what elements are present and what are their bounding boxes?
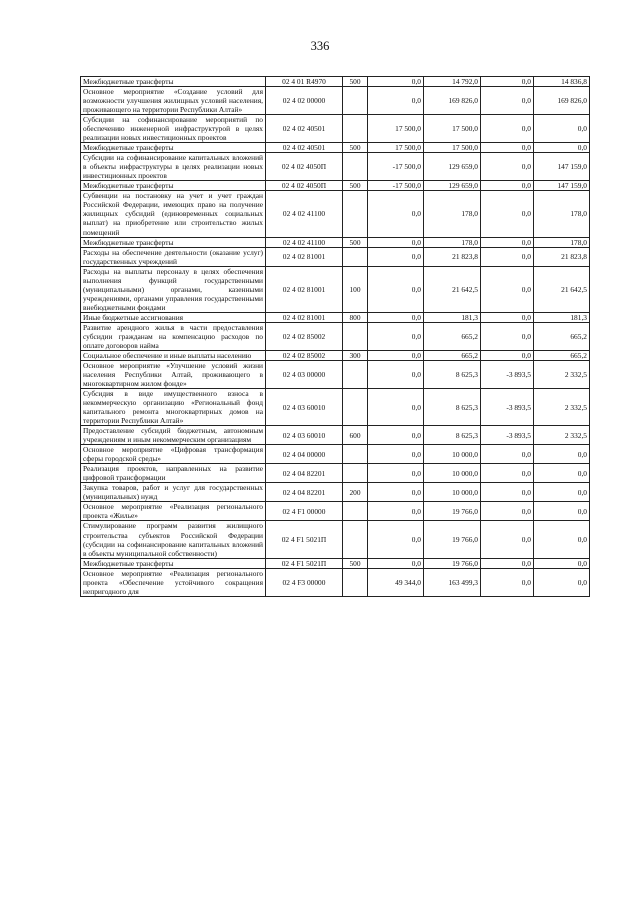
table-row — [81, 464, 590, 483]
amount-cell-4: 0,0 — [534, 502, 590, 521]
expense-name-cell: Основное мероприятие «Улучшение условий жизни населения Республики Алтай, проживающего в многоквартирном жилом фонде» — [81, 360, 266, 388]
amount-cell-4: 21 642,5 — [534, 266, 590, 312]
amount-cell-3: 0,0 — [481, 191, 534, 237]
amount-cell-3: 0,0 — [481, 312, 534, 322]
expense-name-cell: Межбюджетные трансферты — [81, 143, 266, 153]
expense-name-cell: Межбюджетные трансферты — [81, 181, 266, 191]
amount-cell-2: 17 500,0 — [424, 115, 481, 143]
amount-cell-1: 0,0 — [368, 191, 424, 237]
amount-cell-3: 0,0 — [481, 568, 534, 596]
table-row — [81, 237, 590, 247]
target-article-code-cell: 02 4 03 00000 — [266, 360, 343, 388]
amount-cell-2: 21 642,5 — [424, 266, 481, 312]
target-article-code-cell: 02 4 04 82201 — [266, 483, 343, 502]
expense-type-cell — [343, 568, 368, 596]
page-number: 336 — [310, 39, 330, 53]
amount-cell-2: 19 766,0 — [424, 502, 481, 521]
target-article-code-cell: 02 4 02 81001 — [266, 312, 343, 322]
table-row — [81, 247, 590, 266]
amount-cell-1: 0,0 — [368, 266, 424, 312]
expense-type-cell — [343, 521, 368, 558]
amount-cell-2: 17 500,0 — [424, 143, 481, 153]
expense-type-cell: 300 — [343, 350, 368, 360]
amount-cell-1: 0,0 — [368, 464, 424, 483]
amount-cell-4: 665,2 — [534, 350, 590, 360]
amount-cell-2: 665,2 — [424, 322, 481, 350]
expense-name-cell: Развитие арендного жилья в части предоставления субсидии гражданам на компенсацию расходов по оплате договоров найма — [81, 322, 266, 350]
expense-name-cell: Основное мероприятие «Создание условий для возможности улучшения жилищных условий населения, проживающего на территории Республики Алтай» — [81, 87, 266, 115]
amount-cell-3: 0,0 — [481, 237, 534, 247]
table-row — [81, 77, 590, 87]
expense-type-cell: 500 — [343, 77, 368, 87]
expense-name-cell: Реализация проектов, направленных на развитие цифровой трансформации — [81, 464, 266, 483]
target-article-code-cell: 02 4 02 41100 — [266, 237, 343, 247]
target-article-code-cell: 02 4 03 60010 — [266, 389, 343, 426]
target-article-code-cell: 02 4 F1 5021П — [266, 558, 343, 568]
amount-cell-4: 147 159,0 — [534, 153, 590, 181]
amount-cell-3: 0,0 — [481, 558, 534, 568]
table-row — [81, 312, 590, 322]
amount-cell-3: 0,0 — [481, 153, 534, 181]
amount-cell-2: 8 625,3 — [424, 426, 481, 445]
amount-cell-3: 0,0 — [481, 181, 534, 191]
table-row — [81, 360, 590, 388]
table-row — [81, 191, 590, 237]
amount-cell-2: 178,0 — [424, 191, 481, 237]
target-article-code-cell: 02 4 02 85002 — [266, 322, 343, 350]
table-row — [81, 153, 590, 181]
table-row — [81, 483, 590, 502]
expense-type-cell — [343, 502, 368, 521]
amount-cell-3: -3 893,5 — [481, 389, 534, 426]
amount-cell-4: 21 823,8 — [534, 247, 590, 266]
expense-name-cell: Предоставление субсидий бюджетным, автономным учреждениям и иным некоммерческим организациям — [81, 426, 266, 445]
amount-cell-3: -3 893,5 — [481, 360, 534, 388]
amount-cell-4: 2 332,5 — [534, 426, 590, 445]
amount-cell-1: 0,0 — [368, 87, 424, 115]
expense-name-cell: Стимулирование программ развития жилищного строительства субъектов Российской Федерации (субсидии на софинансирование капитальных вложений в объекты муниципальной собственности) — [81, 521, 266, 558]
amount-cell-1: 0,0 — [368, 521, 424, 558]
amount-cell-4: 0,0 — [534, 445, 590, 464]
amount-cell-2: 129 659,0 — [424, 181, 481, 191]
target-article-code-cell: 02 4 02 40501 — [266, 143, 343, 153]
amount-cell-1: 0,0 — [368, 322, 424, 350]
expense-type-cell — [343, 115, 368, 143]
amount-cell-1: 0,0 — [368, 389, 424, 426]
target-article-code-cell: 02 4 02 81001 — [266, 247, 343, 266]
expense-name-cell: Межбюджетные трансферты — [81, 558, 266, 568]
table-row — [81, 115, 590, 143]
amount-cell-4: 0,0 — [534, 464, 590, 483]
target-article-code-cell: 02 4 02 85002 — [266, 350, 343, 360]
budget-table — [80, 76, 590, 597]
amount-cell-4: 0,0 — [534, 521, 590, 558]
amount-cell-3: -3 893,5 — [481, 426, 534, 445]
target-article-code-cell: 02 4 F3 00000 — [266, 568, 343, 596]
expense-type-cell — [343, 389, 368, 426]
table-row — [81, 266, 590, 312]
expense-type-cell: 600 — [343, 426, 368, 445]
amount-cell-2: 8 625,3 — [424, 389, 481, 426]
amount-cell-4: 0,0 — [534, 115, 590, 143]
amount-cell-4: 2 332,5 — [534, 389, 590, 426]
table-row — [81, 568, 590, 596]
amount-cell-2: 10 000,0 — [424, 483, 481, 502]
target-article-code-cell: 02 4 04 00000 — [266, 445, 343, 464]
amount-cell-4: 665,2 — [534, 322, 590, 350]
amount-cell-1: 0,0 — [368, 350, 424, 360]
table-row — [81, 445, 590, 464]
amount-cell-3: 0,0 — [481, 350, 534, 360]
amount-cell-4: 0,0 — [534, 568, 590, 596]
amount-cell-3: 0,0 — [481, 322, 534, 350]
amount-cell-1: -17 500,0 — [368, 181, 424, 191]
amount-cell-1: 0,0 — [368, 426, 424, 445]
amount-cell-1: 0,0 — [368, 237, 424, 247]
amount-cell-4: 147 159,0 — [534, 181, 590, 191]
amount-cell-1: 0,0 — [368, 502, 424, 521]
expense-type-cell — [343, 247, 368, 266]
expense-type-cell: 200 — [343, 483, 368, 502]
target-article-code-cell: 02 4 F1 00000 — [266, 502, 343, 521]
amount-cell-2: 14 792,0 — [424, 77, 481, 87]
budget-table-body — [81, 77, 590, 597]
table-row — [81, 502, 590, 521]
amount-cell-4: 178,0 — [534, 191, 590, 237]
amount-cell-1: 17 500,0 — [368, 143, 424, 153]
target-article-code-cell: 02 4 02 81001 — [266, 266, 343, 312]
expense-type-cell: 100 — [343, 266, 368, 312]
amount-cell-2: 10 000,0 — [424, 445, 481, 464]
amount-cell-1: 0,0 — [368, 558, 424, 568]
amount-cell-1: 17 500,0 — [368, 115, 424, 143]
expense-type-cell — [343, 360, 368, 388]
expense-type-cell — [343, 464, 368, 483]
expense-type-cell: 800 — [343, 312, 368, 322]
expense-type-cell: 500 — [343, 237, 368, 247]
expense-name-cell: Основное мероприятие «Реализация регионального проекта «Обеспечение устойчивого сокращения непригодного для — [81, 568, 266, 596]
amount-cell-1: 0,0 — [368, 445, 424, 464]
amount-cell-1: 0,0 — [368, 360, 424, 388]
amount-cell-2: 181,3 — [424, 312, 481, 322]
amount-cell-3: 0,0 — [481, 445, 534, 464]
amount-cell-3: 0,0 — [481, 483, 534, 502]
target-article-code-cell: 02 4 01 R4970 — [266, 77, 343, 87]
amount-cell-2: 21 823,8 — [424, 247, 481, 266]
target-article-code-cell: 02 4 02 4050П — [266, 181, 343, 191]
amount-cell-1: 0,0 — [368, 483, 424, 502]
amount-cell-1: 0,0 — [368, 247, 424, 266]
table-row — [81, 181, 590, 191]
amount-cell-4: 2 332,5 — [534, 360, 590, 388]
amount-cell-3: 0,0 — [481, 115, 534, 143]
amount-cell-3: 0,0 — [481, 143, 534, 153]
table-row — [81, 521, 590, 558]
table-row — [81, 143, 590, 153]
table-row — [81, 350, 590, 360]
expense-name-cell: Субсидии на софинансирование капитальных вложений в объекты инфраструктуры в целях реализации новых инвестиционных проектов — [81, 153, 266, 181]
table-row — [81, 426, 590, 445]
table-row — [81, 87, 590, 115]
expense-name-cell: Межбюджетные трансферты — [81, 237, 266, 247]
target-article-code-cell: 02 4 02 00000 — [266, 87, 343, 115]
amount-cell-3: 0,0 — [481, 502, 534, 521]
target-article-code-cell: 02 4 02 41100 — [266, 191, 343, 237]
amount-cell-4: 181,3 — [534, 312, 590, 322]
target-article-code-cell: 02 4 04 82201 — [266, 464, 343, 483]
target-article-code-cell: 02 4 02 40501 — [266, 115, 343, 143]
expense-type-cell — [343, 445, 368, 464]
expense-name-cell: Расходы на обеспечение деятельности (оказание услуг) государственных учреждений — [81, 247, 266, 266]
amount-cell-4: 178,0 — [534, 237, 590, 247]
amount-cell-2: 178,0 — [424, 237, 481, 247]
amount-cell-1: 0,0 — [368, 77, 424, 87]
amount-cell-2: 129 659,0 — [424, 153, 481, 181]
expense-name-cell: Субвенции на постановку на учет и учет граждан Российской Федерации, имеющих право на получение жилищных субсидий (единовременных социальных выплат) на приобретение или строительство жилых помещений — [81, 191, 266, 237]
amount-cell-4: 0,0 — [534, 558, 590, 568]
expense-name-cell: Основное мероприятие «Цифровая трансформация сферы городской среды» — [81, 445, 266, 464]
amount-cell-1: 0,0 — [368, 312, 424, 322]
expense-name-cell: Закупка товаров, работ и услуг для государственных (муниципальных) нужд — [81, 483, 266, 502]
amount-cell-1: 49 344,0 — [368, 568, 424, 596]
expense-type-cell — [343, 153, 368, 181]
expense-type-cell — [343, 87, 368, 115]
amount-cell-3: 0,0 — [481, 521, 534, 558]
table-row — [81, 389, 590, 426]
table-row — [81, 322, 590, 350]
amount-cell-2: 665,2 — [424, 350, 481, 360]
amount-cell-3: 0,0 — [481, 77, 534, 87]
expense-type-cell — [343, 191, 368, 237]
amount-cell-2: 8 625,3 — [424, 360, 481, 388]
amount-cell-2: 163 499,3 — [424, 568, 481, 596]
amount-cell-2: 19 766,0 — [424, 521, 481, 558]
amount-cell-4: 14 836,8 — [534, 77, 590, 87]
amount-cell-2: 169 826,0 — [424, 87, 481, 115]
target-article-code-cell: 02 4 02 4050П — [266, 153, 343, 181]
expense-type-cell: 500 — [343, 181, 368, 191]
expense-name-cell: Расходы на выплаты персоналу в целях обеспечения выполнения функций государственными (муниципальными) органами, казенными учреждениями, органами управления государственными внебюджетными фондами — [81, 266, 266, 312]
expense-name-cell: Основное мероприятие «Реализация регионального проекта «Жилье» — [81, 502, 266, 521]
amount-cell-1: -17 500,0 — [368, 153, 424, 181]
expense-name-cell: Иные бюджетные ассигнования — [81, 312, 266, 322]
target-article-code-cell: 02 4 03 60010 — [266, 426, 343, 445]
amount-cell-4: 169 826,0 — [534, 87, 590, 115]
expense-type-cell — [343, 322, 368, 350]
amount-cell-4: 0,0 — [534, 143, 590, 153]
amount-cell-4: 0,0 — [534, 483, 590, 502]
amount-cell-3: 0,0 — [481, 247, 534, 266]
expense-name-cell: Социальное обеспечение и иные выплаты населению — [81, 350, 266, 360]
target-article-code-cell: 02 4 F1 5021П — [266, 521, 343, 558]
amount-cell-3: 0,0 — [481, 266, 534, 312]
amount-cell-3: 0,0 — [481, 87, 534, 115]
expense-type-cell: 500 — [343, 143, 368, 153]
expense-name-cell: Субсидия в виде имущественного взноса в некоммерческую организацию «Региональный фонд капитального ремонта многоквартирных домов на территории Республики Алтай» — [81, 389, 266, 426]
expense-name-cell: Межбюджетные трансферты — [81, 77, 266, 87]
expense-name-cell: Субсидии на софинансирование мероприятий по обеспечению инженерной инфраструктурой в целях реализации новых инвестиционных проектов — [81, 115, 266, 143]
amount-cell-2: 19 766,0 — [424, 558, 481, 568]
amount-cell-3: 0,0 — [481, 464, 534, 483]
table-row — [81, 558, 590, 568]
expense-type-cell: 500 — [343, 558, 368, 568]
amount-cell-2: 10 000,0 — [424, 464, 481, 483]
